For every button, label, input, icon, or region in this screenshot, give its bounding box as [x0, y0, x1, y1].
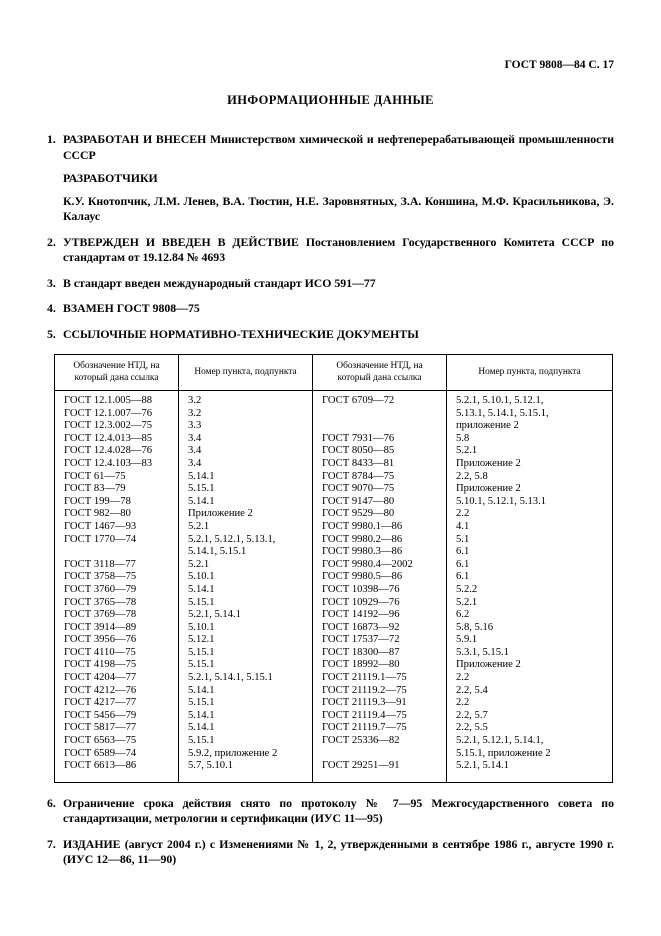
item-text: ВЗАМЕН ГОСТ 9808—75 — [63, 301, 200, 315]
ntd-designation-cell: ГОСТ 4198—75 — [55, 659, 179, 672]
table-row — [55, 496, 613, 509]
clause-number-cell: 5.14.1 — [179, 710, 313, 723]
table-row — [55, 622, 613, 635]
item-text: ИЗДАНИЕ (август 2004 г.) с Изменениями № 1, 2, утвержденными в сентябре 1986 г., августе 1990 г. (ИУС 12—86, 11—90) — [63, 836, 614, 867]
item-number: 7. — [47, 836, 56, 851]
item-text: В стандарт введен международный стандарт ИСО 591—77 — [63, 275, 376, 290]
ntd-designation-cell: ГОСТ 6589—74 — [55, 748, 179, 761]
ntd-designation-cell: ГОСТ 18300—87 — [313, 647, 447, 660]
ntd-designation-cell: ГОСТ 21119.4—75 — [313, 710, 447, 723]
ntd-designation-cell: ГОСТ 12.4.028—76 — [55, 445, 179, 458]
clause-number-cell: Приложение 2 — [447, 458, 613, 471]
list-item-reference-docs — [47, 327, 614, 343]
ntd-designation-cell: ГОСТ 16873—92 — [313, 622, 447, 635]
ntd-designation-cell: ГОСТ 18992—80 — [313, 659, 447, 672]
table-header-row — [55, 355, 613, 391]
clause-number-cell: 5.2.1, 5.14.1 — [179, 609, 313, 622]
header-ntd-designation-right: Обозначение НТД, на который дана ссылка — [313, 355, 447, 391]
ntd-designation-cell: ГОСТ 29251—91 — [313, 760, 447, 782]
clause-number-cell: 5.14.1 — [179, 584, 313, 597]
clause-number-cell: 5.14.1 — [179, 496, 313, 509]
table-row — [55, 634, 613, 647]
clause-number-cell: 5.15.1 — [179, 697, 313, 710]
page-title: ИНФОРМАЦИОННЫЕ ДАННЫЕ — [227, 93, 434, 107]
ntd-designation-cell: ГОСТ 3769—78 — [55, 609, 179, 622]
ntd-designation-cell: ГОСТ 9980.4—2002 — [313, 559, 447, 572]
item-number: 6. — [47, 795, 56, 810]
ntd-designation-cell: ГОСТ 83—79 — [55, 483, 179, 496]
ntd-designation-cell: ГОСТ 5456—79 — [55, 710, 179, 723]
ntd-designation-cell: ГОСТ 8784—75 — [313, 471, 447, 484]
clause-number-cell: Приложение 2 — [179, 508, 313, 521]
ntd-designation-cell: ГОСТ 10398—76 — [313, 584, 447, 597]
ntd-designation-cell: ГОСТ 6613—86 — [55, 760, 179, 782]
table-row — [55, 559, 613, 572]
clause-number-cell: 5.8 — [447, 433, 613, 446]
ntd-designation-cell: ГОСТ 12.3.002—75 — [55, 420, 179, 433]
ntd-designation-cell: ГОСТ 9980.5—86 — [313, 571, 447, 584]
list-item-edition — [47, 837, 614, 868]
table-row — [55, 597, 613, 610]
clause-number-cell: 2.2, 5.7 — [447, 710, 613, 723]
ntd-designation-cell: ГОСТ 9529—80 — [313, 508, 447, 521]
clause-number-cell: 6.2 — [447, 609, 613, 622]
ntd-designation-cell: ГОСТ 9070—75 — [313, 483, 447, 496]
clause-number-cell: 3.2 — [179, 408, 313, 421]
clause-number-cell: 5.15.1 — [179, 659, 313, 672]
table-row — [55, 609, 613, 622]
ntd-designation-cell: ГОСТ 17537—72 — [313, 634, 447, 647]
ntd-designation-cell: ГОСТ 9980.3—86 — [313, 546, 447, 559]
table-row — [55, 584, 613, 597]
clause-number-cell: 2.2, 5.5 — [447, 722, 613, 735]
clause-number-cell: 2.2, 5.8 — [447, 471, 613, 484]
ntd-designation-cell: ГОСТ 21119.7—75 — [313, 722, 447, 735]
ntd-designation-cell: ГОСТ 4204—77 — [55, 672, 179, 685]
item-text: РАЗРАБОТАН И ВНЕСЕН Министерством химической и нефтеперерабатывающей промышленности СССР — [63, 132, 614, 162]
list-item-approved — [47, 235, 614, 266]
table-row — [55, 659, 613, 672]
ntd-designation-cell: ГОСТ 5817—77 — [55, 722, 179, 735]
table-row — [55, 760, 613, 782]
item-number: 4. — [47, 301, 56, 315]
table-row — [55, 735, 613, 748]
table-row — [55, 710, 613, 723]
ntd-designation-cell: ГОСТ 4217—77 — [55, 697, 179, 710]
clause-number-cell: 5.14.1, 5.15.1 — [179, 546, 313, 559]
table-row — [55, 697, 613, 710]
clause-number-cell: 2.2, 5.4 — [447, 685, 613, 698]
clause-number-cell: Приложение 2 — [447, 483, 613, 496]
ntd-designation-cell: ГОСТ 21119.2—75 — [313, 685, 447, 698]
ntd-designation-cell: ГОСТ 4110—75 — [55, 647, 179, 660]
table-row — [55, 521, 613, 534]
ntd-designation-cell: ГОСТ 3914—89 — [55, 622, 179, 635]
clause-number-cell: 5.15.1, приложение 2 — [447, 748, 613, 761]
clause-number-cell: 5.2.1, 5.12.1, 5.13.1, — [179, 534, 313, 547]
table-row — [55, 433, 613, 446]
table-row — [55, 483, 613, 496]
ntd-designation-cell: ГОСТ 982—80 — [55, 508, 179, 521]
ntd-designation-cell: ГОСТ 3758—75 — [55, 571, 179, 584]
clause-number-cell: 5.15.1 — [179, 483, 313, 496]
clause-number-cell: 5.2.1, 5.14.1 — [447, 760, 613, 782]
table-row — [55, 420, 613, 433]
clause-number-cell: 5.1 — [447, 534, 613, 547]
clause-number-cell: 5.13.1, 5.14.1, 5.15.1, — [447, 408, 613, 421]
ntd-designation-cell — [313, 420, 447, 433]
clause-number-cell: 5.10.1 — [179, 622, 313, 635]
clause-number-cell: 5.10.1 — [179, 571, 313, 584]
clause-number-cell: 5.8, 5.16 — [447, 622, 613, 635]
ntd-designation-cell: ГОСТ 12.1.007—76 — [55, 408, 179, 421]
clause-number-cell: 2.2 — [447, 672, 613, 685]
clause-number-cell: 2.2 — [447, 508, 613, 521]
clause-number-cell: 3.2 — [179, 391, 313, 408]
table-row — [55, 672, 613, 685]
clause-number-cell: 5.7, 5.10.1 — [179, 760, 313, 782]
ntd-designation-cell: ГОСТ 21119.1—75 — [313, 672, 447, 685]
ntd-designation-cell: ГОСТ 6563—75 — [55, 735, 179, 748]
clause-number-cell: 2.2 — [447, 697, 613, 710]
ntd-designation-cell — [55, 546, 179, 559]
ntd-designation-cell: ГОСТ 6709—72 — [313, 391, 447, 408]
ntd-designation-cell: ГОСТ 9147—80 — [313, 496, 447, 509]
clause-number-cell: 5.9.1 — [447, 634, 613, 647]
ntd-designation-cell: ГОСТ 8050—85 — [313, 445, 447, 458]
table-row — [55, 458, 613, 471]
item-text: Ограничение срока действия снято по протоколу № 7—95 Межгосударственного совета по стандартизации, метрологии и сертификации (ИУС 11—95) — [63, 795, 614, 826]
ntd-designation-cell — [313, 408, 447, 421]
table-row — [55, 508, 613, 521]
header-clause-number-left: Номер пункта, подпункта — [179, 355, 313, 391]
clause-number-cell: 3.3 — [179, 420, 313, 433]
ntd-designation-cell: ГОСТ 3118—77 — [55, 559, 179, 572]
table-row — [55, 391, 613, 408]
clause-number-cell: Приложение 2 — [447, 659, 613, 672]
ntd-designation-cell: ГОСТ 7931—76 — [313, 433, 447, 446]
clause-number-cell: 6.1 — [447, 559, 613, 572]
table-row — [55, 571, 613, 584]
ntd-designation-cell: ГОСТ 1770—74 — [55, 534, 179, 547]
ntd-designation-cell: ГОСТ 25336—82 — [313, 735, 447, 748]
numbered-items-after-table — [47, 796, 614, 868]
ntd-designation-cell: ГОСТ 3765—78 — [55, 597, 179, 610]
clause-number-cell: 5.15.1 — [179, 735, 313, 748]
item-text: ССЫЛОЧНЫЕ НОРМАТИВНО-ТЕХНИЧЕСКИЕ ДОКУМЕНТЫ — [63, 326, 419, 341]
ntd-designation-cell: ГОСТ 3760—79 — [55, 584, 179, 597]
ntd-designation-cell: ГОСТ 21119.3—91 — [313, 697, 447, 710]
clause-number-cell: 4.1 — [447, 521, 613, 534]
clause-number-cell: 5.2.1 — [447, 445, 613, 458]
table-row — [55, 471, 613, 484]
table-row — [55, 546, 613, 559]
table-head — [55, 355, 613, 391]
item-number: 3. — [47, 275, 56, 290]
ntd-designation-cell: ГОСТ 8433—81 — [313, 458, 447, 471]
clause-number-cell: 5.12.1 — [179, 634, 313, 647]
clause-number-cell: 6.1 — [447, 571, 613, 584]
list-item-replaces — [47, 301, 614, 317]
ntd-designation-cell: ГОСТ 9980.1—86 — [313, 521, 447, 534]
clause-number-cell: 5.14.1 — [179, 722, 313, 735]
list-item-developed — [47, 132, 614, 225]
clause-number-cell: приложение 2 — [447, 420, 613, 433]
clause-number-cell: 6.1 — [447, 546, 613, 559]
ntd-designation-cell: ГОСТ 3956—76 — [55, 634, 179, 647]
ntd-designation-cell: ГОСТ 12.1.005—88 — [55, 391, 179, 408]
clause-number-cell: 5.2.1, 5.10.1, 5.12.1, — [447, 391, 613, 408]
clause-number-cell: 5.2.1 — [179, 559, 313, 572]
ntd-designation-cell: ГОСТ 4212—76 — [55, 685, 179, 698]
table-row — [55, 685, 613, 698]
developers-heading: РАЗРАБОТЧИКИ — [63, 171, 158, 185]
list-item-iso-standard — [47, 276, 614, 292]
clause-number-cell: 5.2.1 — [447, 597, 613, 610]
clause-number-cell: 5.14.1 — [179, 685, 313, 698]
ntd-designation-cell: ГОСТ 12.4.013—85 — [55, 433, 179, 446]
header-ntd-designation-left: Обозначение НТД, на который дана ссылка — [55, 355, 179, 391]
item-number: 2. — [47, 234, 56, 249]
table-row — [55, 647, 613, 660]
clause-number-cell: 5.2.1 — [179, 521, 313, 534]
clause-number-cell: 5.2.1, 5.14.1, 5.15.1 — [179, 672, 313, 685]
clause-number-cell: 5.3.1, 5.15.1 — [447, 647, 613, 660]
clause-number-cell: 5.2.2 — [447, 584, 613, 597]
ntd-designation-cell: ГОСТ 10929—76 — [313, 597, 447, 610]
list-item-validity-limit — [47, 796, 614, 827]
ntd-designation-cell: ГОСТ 61—75 — [55, 471, 179, 484]
ntd-designation-cell — [313, 748, 447, 761]
item-number: 1. — [47, 132, 56, 146]
table-body — [55, 391, 613, 783]
table-row — [55, 534, 613, 547]
table-row — [55, 408, 613, 421]
header-clause-number-right: Номер пункта, подпункта — [447, 355, 613, 391]
clause-number-cell: 3.4 — [179, 433, 313, 446]
references-table — [54, 354, 613, 783]
ntd-designation-cell: ГОСТ 14192—96 — [313, 609, 447, 622]
table-row — [55, 445, 613, 458]
clause-number-cell: 5.10.1, 5.12.1, 5.13.1 — [447, 496, 613, 509]
ntd-designation-cell: ГОСТ 199—78 — [55, 496, 179, 509]
numbered-items — [47, 132, 614, 342]
ntd-designation-cell: ГОСТ 9980.2—86 — [313, 534, 447, 547]
clause-number-cell: 3.4 — [179, 445, 313, 458]
developers-names: К.У. Кнотопчик, Л.М. Ленев, В.А. Тюстин, Н.Е. Заровнятных, З.А. Коншина, М.Ф. Красильникова, Э. Калаус — [63, 193, 614, 223]
page-header-reference: ГОСТ 9808—84 С. 17 — [504, 59, 614, 71]
item-text: УТВЕРЖДЕН И ВВЕДЕН В ДЕЙСТВИЕ Постановлением Государственного Комитета СССР по стандартам от 19.12.84 № 4693 — [63, 234, 614, 264]
ntd-designation-cell: ГОСТ 1467—93 — [55, 521, 179, 534]
clause-number-cell: 5.15.1 — [179, 597, 313, 610]
clause-number-cell: 3.4 — [179, 458, 313, 471]
table-row — [55, 722, 613, 735]
clause-number-cell: 5.9.2, приложение 2 — [179, 748, 313, 761]
clause-number-cell: 5.2.1, 5.12.1, 5.14.1, — [447, 735, 613, 748]
clause-number-cell: 5.14.1 — [179, 471, 313, 484]
clause-number-cell: 5.15.1 — [179, 647, 313, 660]
table-row — [55, 748, 613, 761]
item-number: 5. — [47, 326, 56, 341]
ntd-designation-cell: ГОСТ 12.4.103—83 — [55, 458, 179, 471]
